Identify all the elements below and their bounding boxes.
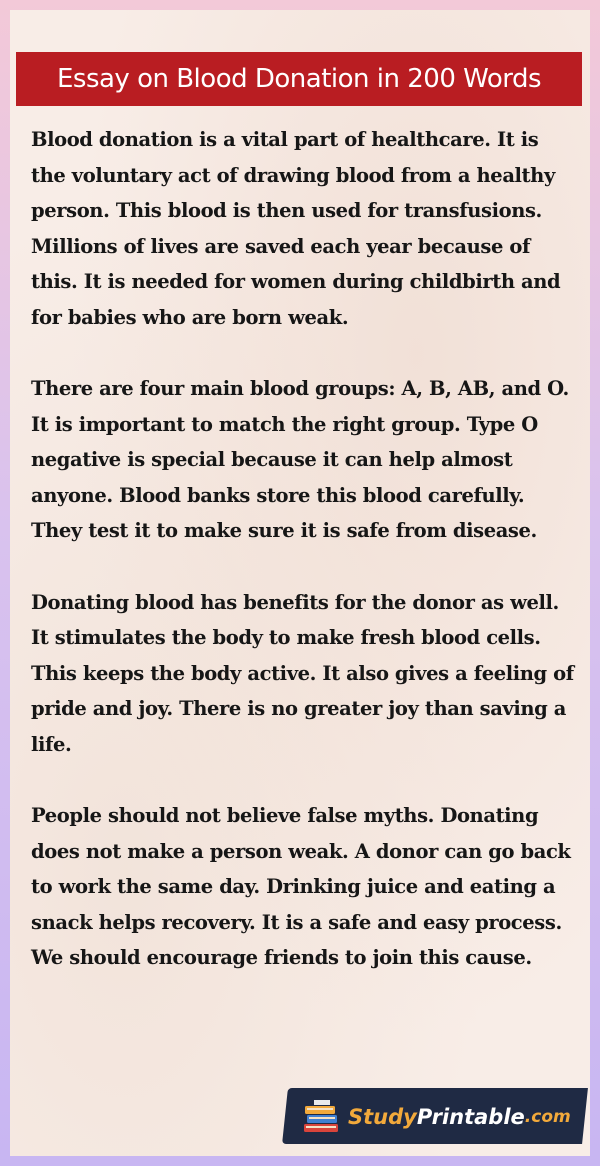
- books-icon: [300, 1098, 344, 1136]
- logo-text-printable: Printable: [416, 1105, 525, 1129]
- site-logo[interactable]: [300, 1098, 571, 1136]
- title-banner: [16, 52, 582, 106]
- logo-text-com: .com: [524, 1107, 571, 1127]
- page-title: Essay on Blood Donation in 200 Words: [56, 64, 542, 94]
- essay-paragraph-4: People should not believe false myths. Donating does not make a person weak. A donor can go back to work the same day. Drinking juice and eating a snack helps recovery. It is a safe and easy process. We should encourage friends to join this cause.: [31, 804, 571, 969]
- essay-paragraph-3: Donating blood has benefits for the donor as well. It stimulates the body to make fresh blood cells. This keeps the body active. It also gives a feeling of pride and joy. There is no greater joy than saving a life.: [31, 590, 574, 756]
- essay-paragraph-2: There are four main blood groups: A, B, AB, and O. It is important to match the right group. Type O negative is special because it can help almost anyone. Blood banks store this blood carefully. They test it to make sure it is safe from disease.: [31, 377, 569, 542]
- essay-paragraph-1: Blood donation is a vital part of healthcare. It is the voluntary act of drawing blood from a healthy person. This blood is then used for transfusions. Millions of lives are saved each year because of this. It is needed for women during childbirth and for babies who are born weak.: [31, 128, 561, 329]
- essay-page: [10, 10, 590, 1156]
- essay-body: [31, 122, 579, 1012]
- logo-text-study: Study: [348, 1105, 417, 1129]
